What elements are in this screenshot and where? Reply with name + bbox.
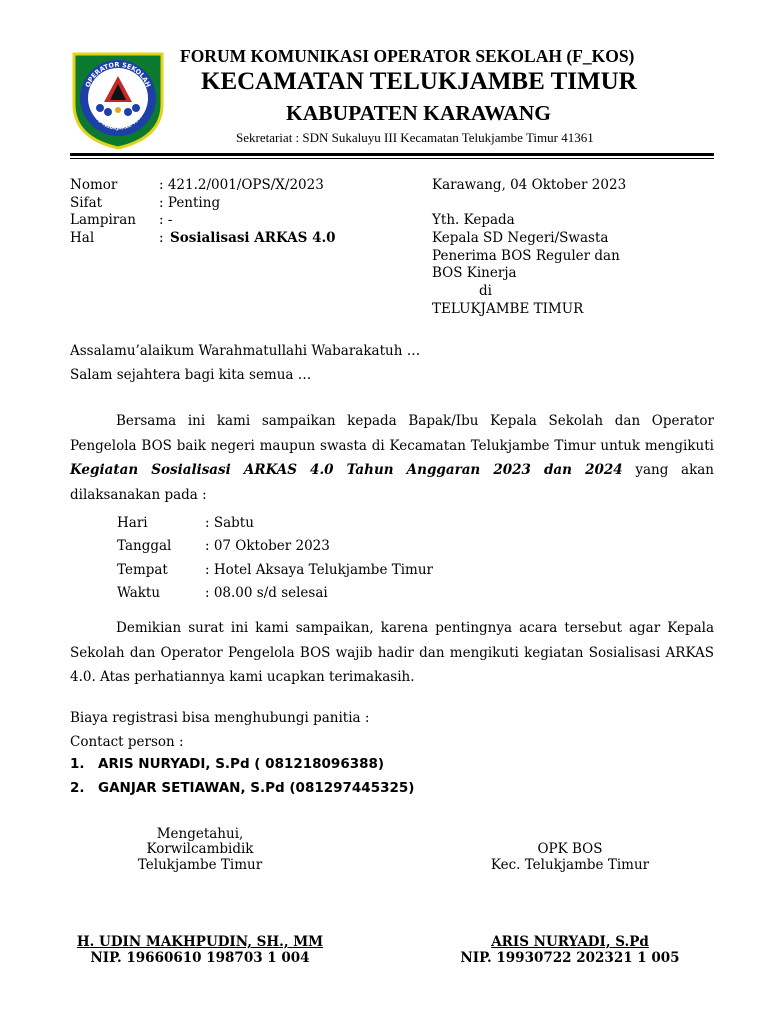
schedule-value-tanggal: : 07 Oktober 2023 <box>205 538 330 554</box>
recipient-line-5: di <box>479 283 492 299</box>
sign-right-position: OPK BOS <box>537 841 603 857</box>
body-paragraph-2-text: Demikian surat ini kami sampaikan, karena pentingnya acara tersebut agar Kepala Sekolah dan Operator Pengelola BOS wajib hadir dan mengikuti kegiatan Sosialisasi ARKAS 4.0. Atas perhatiannya kami ucapkan terimakasih. <box>70 620 714 685</box>
nomor-value: : 421.2/001/OPS/X/2023 <box>159 177 324 193</box>
body-paragraph-1-text: Bersama ini kami sampaikan kepada Bapak/Ibu Kepala Sekolah dan Operator Pengelola BOS baik negeri maupun swasta di Kecamatan Telukjambe Timur untuk mengikuti <box>70 413 714 454</box>
sign-left-nip: NIP. 19660610 198703 1 004 <box>90 950 310 966</box>
recipient-line-2: Kepala SD Negeri/Swasta <box>432 230 609 246</box>
greeting-islamic: Assalamu’alaikum Warahmatullahi Wabarakatuh … <box>70 343 421 359</box>
letterhead-rule-thin <box>70 158 714 159</box>
letterhead-regency: KABUPATEN KARAWANG <box>286 101 551 125</box>
nomor-label: Nomor <box>70 177 118 193</box>
logo-top-text: OPERATOR SEKOLAH <box>83 60 153 89</box>
place-date: Karawang, 04 Oktober 2023 <box>432 177 627 193</box>
schedule-label-hari: Hari <box>117 515 148 531</box>
contact-number-1: 1. <box>70 756 85 772</box>
schedule-value-hari: : Sabtu <box>205 515 254 531</box>
letterhead-forum-name: FORUM KOMUNIKASI OPERATOR SEKOLAH (F_KOS) <box>180 46 635 66</box>
sign-right-name: ARIS NURYADI, S.Pd <box>491 934 649 950</box>
recipient-line-3: Penerima BOS Reguler dan <box>432 248 620 264</box>
recipient-line-4: BOS Kinerja <box>432 265 517 281</box>
contact-number-2: 2. <box>70 780 85 796</box>
letterhead-district: KECAMATAN TELUKJAMBE TIMUR <box>201 68 637 95</box>
sifat-value: : Penting <box>159 195 221 211</box>
sign-left-acknowledged: Mengetahui, <box>156 826 244 842</box>
event-name: Kegiatan Sosialisasi ARKAS 4.0 Tahun Anggaran 2023 dan 2024 <box>70 462 623 478</box>
schedule-value-tempat: : Hotel Aksaya Telukjambe Timur <box>205 562 434 578</box>
lampiran-value: : - <box>159 212 173 228</box>
sign-left-position: Korwilcambidik <box>146 841 254 857</box>
letterhead-rule-thick <box>70 153 714 156</box>
recipient-line-1: Yth. Kepada <box>432 212 515 228</box>
letterhead-secretariat: Sekretariat : SDN Sukaluyu III Kecamatan Telukjambe Timur 41361 <box>236 130 594 145</box>
schedule-label-tempat: Tempat <box>117 562 168 578</box>
schedule-label-tanggal: Tanggal <box>117 538 172 554</box>
contact-person-1: ARIS NURYADI, S.Pd ( 081218096388) <box>98 756 385 772</box>
sign-left-name: H. UDIN MAKHPUDIN, SH., MM <box>76 934 324 950</box>
logo-bottom-text: FKOS TELUKJAMBE TIMUR <box>90 111 146 132</box>
sign-left-area: Telukjambe Timur <box>137 857 263 873</box>
schedule-value-waktu: : 08.00 s/d selesai <box>205 585 328 601</box>
sifat-label: Sifat <box>70 195 103 211</box>
body-paragraph-1-end: yang akan dilaksanakan pada : <box>70 462 715 503</box>
hal-colon: : <box>159 230 164 246</box>
sign-right-area: Kec. Telukjambe Timur <box>490 857 650 873</box>
greeting-general: Salam sejahtera bagi kita semua … <box>70 367 312 383</box>
body-paragraph-1 <box>70 409 714 507</box>
lampiran-label: Lampiran <box>70 212 136 228</box>
hal-label: Hal <box>70 230 95 246</box>
registration-note: Biaya registrasi bisa menghubungi panitia : <box>70 710 370 726</box>
body-paragraph-2 <box>70 616 714 690</box>
recipient-line-6: TELUKJAMBE TIMUR <box>432 301 584 317</box>
contact-person-label: Contact person : <box>70 734 184 750</box>
contact-person-2: GANJAR SETIAWAN, S.Pd (081297445325) <box>98 780 415 796</box>
sign-right-nip: NIP. 19930722 202321 1 005 <box>460 950 680 966</box>
hal-value: Sosialisasi ARKAS 4.0 <box>170 230 336 246</box>
schedule-label-waktu: Waktu <box>117 585 161 601</box>
